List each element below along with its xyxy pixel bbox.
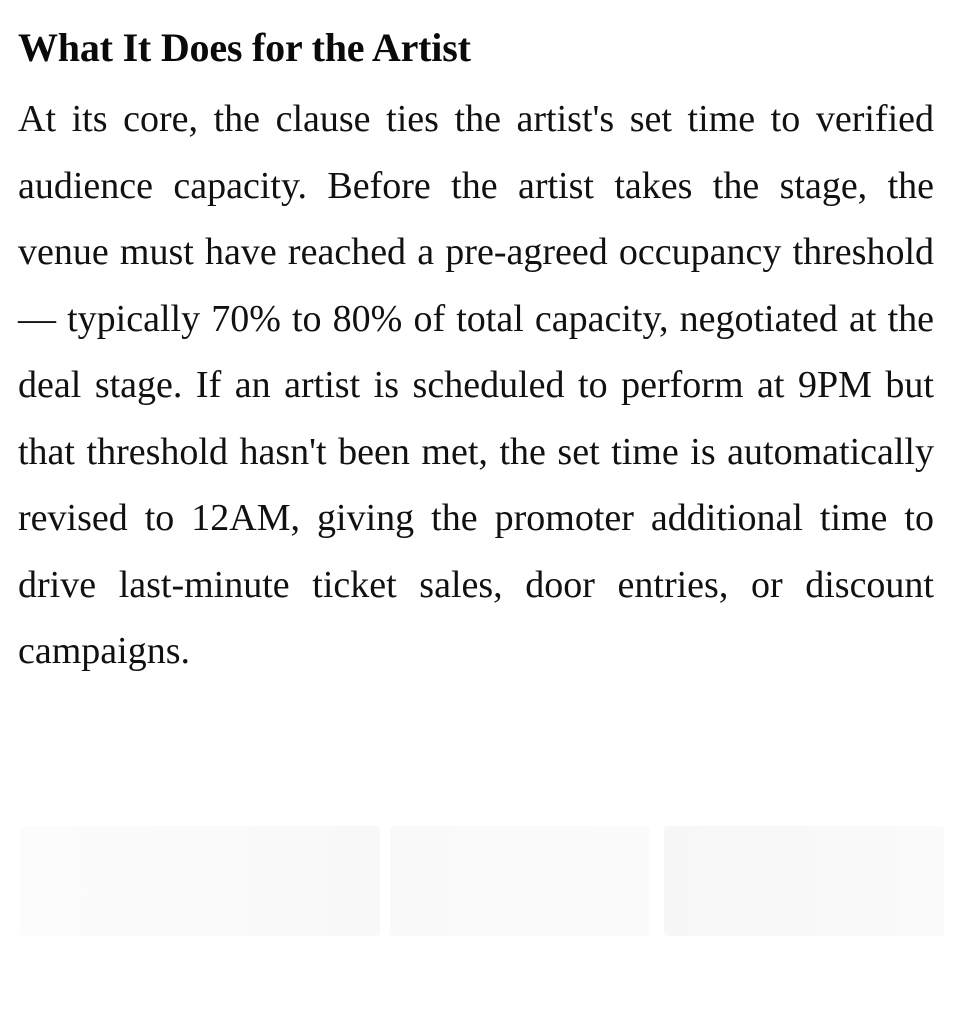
- article-section: [18, 22, 934, 685]
- section-heading: What It Does for the Artist: [18, 25, 471, 70]
- faded-content-block: [664, 826, 944, 936]
- faded-content-block: [20, 826, 380, 936]
- body-paragraph: At its core, the clause ties the artist's set time to verified audience capacity. Before the artist takes the stage, the venue must have reached a pre-agreed occupancy threshold — typically 70% to 80% of total capacity, negotiated at the deal stage. If an artist is scheduled to perform at 9PM but that threshold hasn't been met, the set time is automatically revised to 12AM, giving the promoter additional time to drive last-minute ticket sales, door entries, or discount campaigns.: [18, 98, 934, 672]
- faded-content-block: [390, 826, 650, 936]
